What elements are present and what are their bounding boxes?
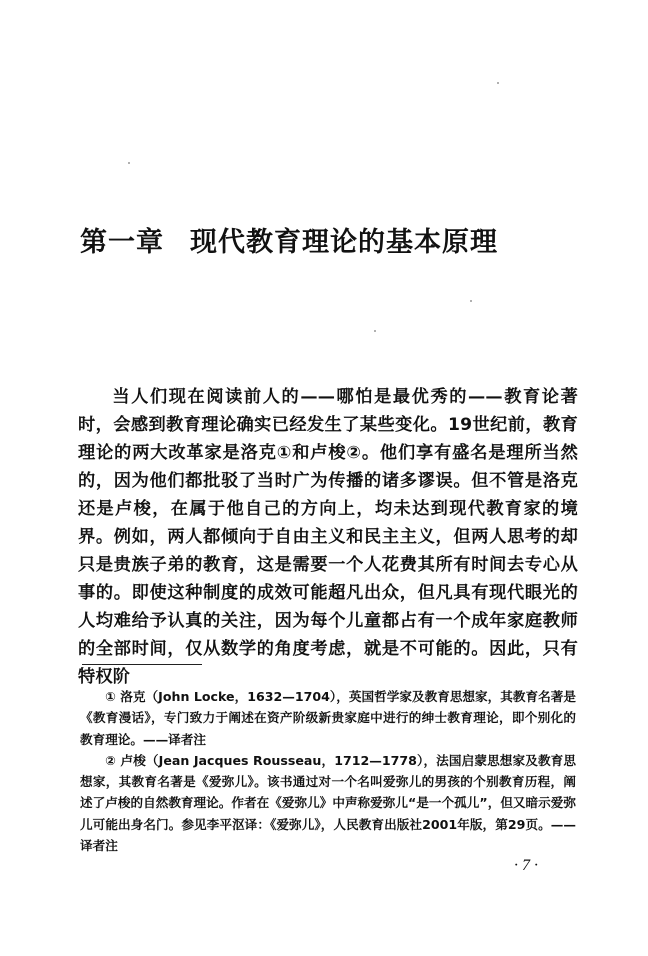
chapter-title: 现代教育理论的基本原理 (190, 227, 498, 258)
page-number: · 7 · (514, 857, 538, 874)
scan-speck (470, 300, 472, 302)
scan-speck (374, 330, 376, 332)
scan-speck (128, 162, 130, 164)
body-paragraph: 当人们现在阅读前人的——哪怕是最优秀的——教育论著时，会感到教育理论确实已经发生了某些变化。19世纪前，教育理论的两大改革家是洛克①和卢梭②。他们享有盛名是理所当然的，因为他们都批驳了当时广为传播的诸多谬误。但不管是洛克还是卢梭，在属于他自己的方向上，均未达到现代教育家的境界。例如，两人都倾向于自由主义和民主主义，但两人思考的却只是贵族子弟的教育，这是需要一个人花费其所有时间去专心从事的。即使这种制度的成效可能超凡出众，但凡具有现代眼光的人均难给予认真的关注，因为每个儿童都占有一个成年家庭教师的全部时间，仅从数学的角度考虑，就是不可能的。因此，只有特权阶 (78, 387, 578, 688)
footnote-divider (82, 664, 202, 665)
chapter-heading (80, 220, 580, 259)
footnotes (80, 686, 576, 856)
footnote-2: ② 卢梭（Jean Jacques Rousseau，1712—1778），法国启蒙思想家及教育思想家，其教育名著是《爱弥儿》。该书通过对一个名叫爱弥儿的男孩的个别教育历程，阐述了卢梭的自然教育理论。作者在《爱弥儿》中声称爱弥儿“是一个孤儿”，但又暗示爱弥儿可能出身名门。参见李平沤译：《爱弥儿》，人民教育出版社2001年版，第29页。——译者注 (80, 752, 576, 854)
footnote-1: ① 洛克（John Locke，1632—1704），英国哲学家及教育思想家，其教育名著是《教育漫话》，专门致力于阐述在资产阶级新贵家庭中进行的绅士教育理论，即个别化的教育理论。——译者注 (80, 689, 576, 747)
chapter-number: 第一章 (80, 227, 164, 258)
scan-speck (497, 82, 499, 84)
